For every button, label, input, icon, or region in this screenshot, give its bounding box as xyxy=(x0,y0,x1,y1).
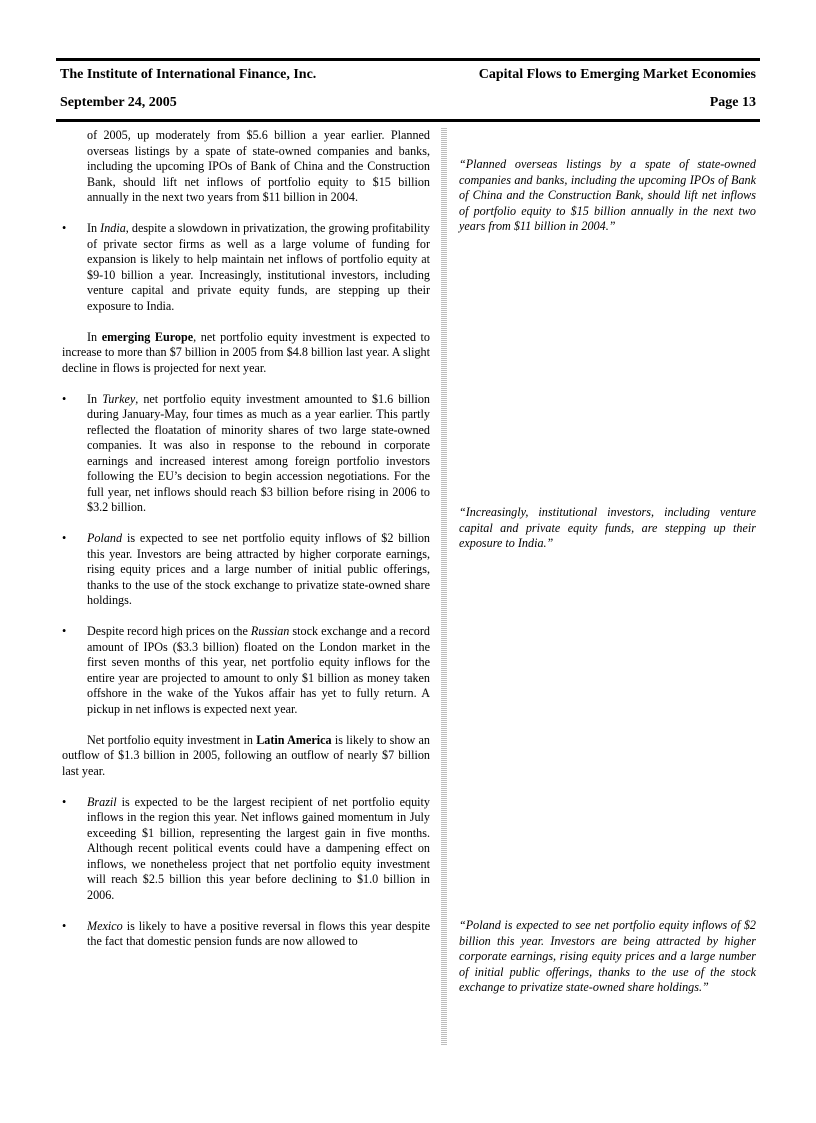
country-mexico: Mexico xyxy=(87,918,123,933)
paragraph-latin-america: Net portfolio equity investment in Latin America is likely to show an outflow of $1.3 billion in 2005, following an outflow of nearly $7 billion last year. xyxy=(62,732,430,778)
header-org: The Institute of International Finance, Inc. xyxy=(60,67,317,82)
region-emerging-europe: emerging Europe xyxy=(101,329,194,344)
country-brazil: Brazil xyxy=(87,794,117,809)
bullet-brazil: • Brazil is expected to be the largest recipient of net portfolio equity inflows in the region this year. Net inflows gained momentum in July exceeding $1 billion, representing the largest gain in five months. Although recent political events could have a dampening effect on inflows, we nonetheless project that net portfolio equity investment will reach $2.5 billion this year before declining to $1.0 billion in 2006. xyxy=(62,794,430,902)
country-russia: Russian xyxy=(250,624,290,638)
main-column xyxy=(62,128,430,950)
bullet-marker: • xyxy=(62,624,67,638)
header-date: September 24, 2005 xyxy=(60,95,177,110)
paragraph-china-continued: of 2005, up moderately from $5.6 billion a year earlier. Planned overseas listings by a spate of state-owned companies and banks, including the upcoming IPOs of Bank of China and the Construction Bank, should lift net inflows of portfolio equity to $15 billion annually in the next two years from $11 billion in 2004. xyxy=(87,128,430,204)
pull-quote-poland: “Poland is expected to see net portfolio equity inflows of $2 billion this year. Investors are being attracted by higher corporate earnings, rising equity prices and a large number of initial public offerings, thanks to the use of the stock exchange to privatize state-owned share holdings.” xyxy=(459,918,756,994)
header-report-title: Capital Flows to Emerging Market Economies xyxy=(478,67,756,82)
bullet-marker: • xyxy=(62,794,67,809)
header-page-number: Page 13 xyxy=(709,95,756,110)
bullet-marker: • xyxy=(62,918,67,933)
bullet-india: • In India, despite a slowdown in privatization, the growing profitability of private sector firms as well as a large volume of funding for expansion is likely to help maintain net inflows of portfolio equity at $9-10 billion a year. Increasingly, institutional investors, including venture capital and private equity funds, are stepping up their exposure to India. xyxy=(62,221,430,313)
bullet-poland: • Poland is expected to see net portfolio equity inflows of $2 billion this year. Investors are being attracted by higher corporate earnings, rising equity prices and a large number of initial public offerings, thanks to the use of the stock exchange to privatize state-owned share holdings. xyxy=(62,531,430,607)
region-latin-america: Latin America xyxy=(256,732,332,747)
bullet-marker: • xyxy=(62,221,67,235)
country-india: India xyxy=(100,221,126,235)
pull-quote-china: “Planned overseas listings by a spate of state-owned companies and banks, including the upcoming IPOs of Bank of China and the Construction Bank, should lift net inflows of portfolio equity to $15 billion annually in the next two years from $11 billion in 2004.” xyxy=(459,157,756,233)
bullet-turkey: • In Turkey, net portfolio equity investment amounted to $1.6 billion during January-May, four times as much as a year earlier. This partly reflected the floatation of minority shares of two large state-owned companies. It was also in response to the rebound in corporate earnings and increased interest among foreign portfolio investors following the EU’s decision to begin accession negotiations. For the full year, net inflows should reach $3 billion before rising in 2006 to $3.2 billion. xyxy=(62,391,430,514)
bullet-marker: • xyxy=(62,531,67,545)
bullet-mexico: • Mexico is likely to have a positive reversal in flows this year despite the fact that domestic pension funds are now allowed to xyxy=(62,918,430,948)
header-bottom-rule xyxy=(56,119,760,122)
country-poland: Poland xyxy=(87,531,123,545)
country-turkey: Turkey xyxy=(102,391,136,406)
column-separator xyxy=(441,128,447,1045)
pull-quote-india: “Increasingly, institutional investors, including venture capital and private equity funds, are stepping up their exposure to India.” xyxy=(459,505,756,550)
paragraph-emerging-europe: In emerging Europe, net portfolio equity investment is expected to increase to more than $7 billion in 2005 from $4.8 billion last year. A slight decline in flows is projected for next year. xyxy=(62,329,430,375)
bullet-marker: • xyxy=(62,391,67,406)
header-top-rule xyxy=(56,58,760,61)
bullet-russia: • Despite record high prices on the Russian stock exchange and a record amount of IPOs ($3.3 billion) floated on the London market in the first seven months of this year, net portfolio equity inflows for the entire year are projected to amount to only $1 billion as money taken offshore in the wake of the Yukos affair has yet to fully return. A pickup in net inflows is expected next year. xyxy=(62,624,430,716)
